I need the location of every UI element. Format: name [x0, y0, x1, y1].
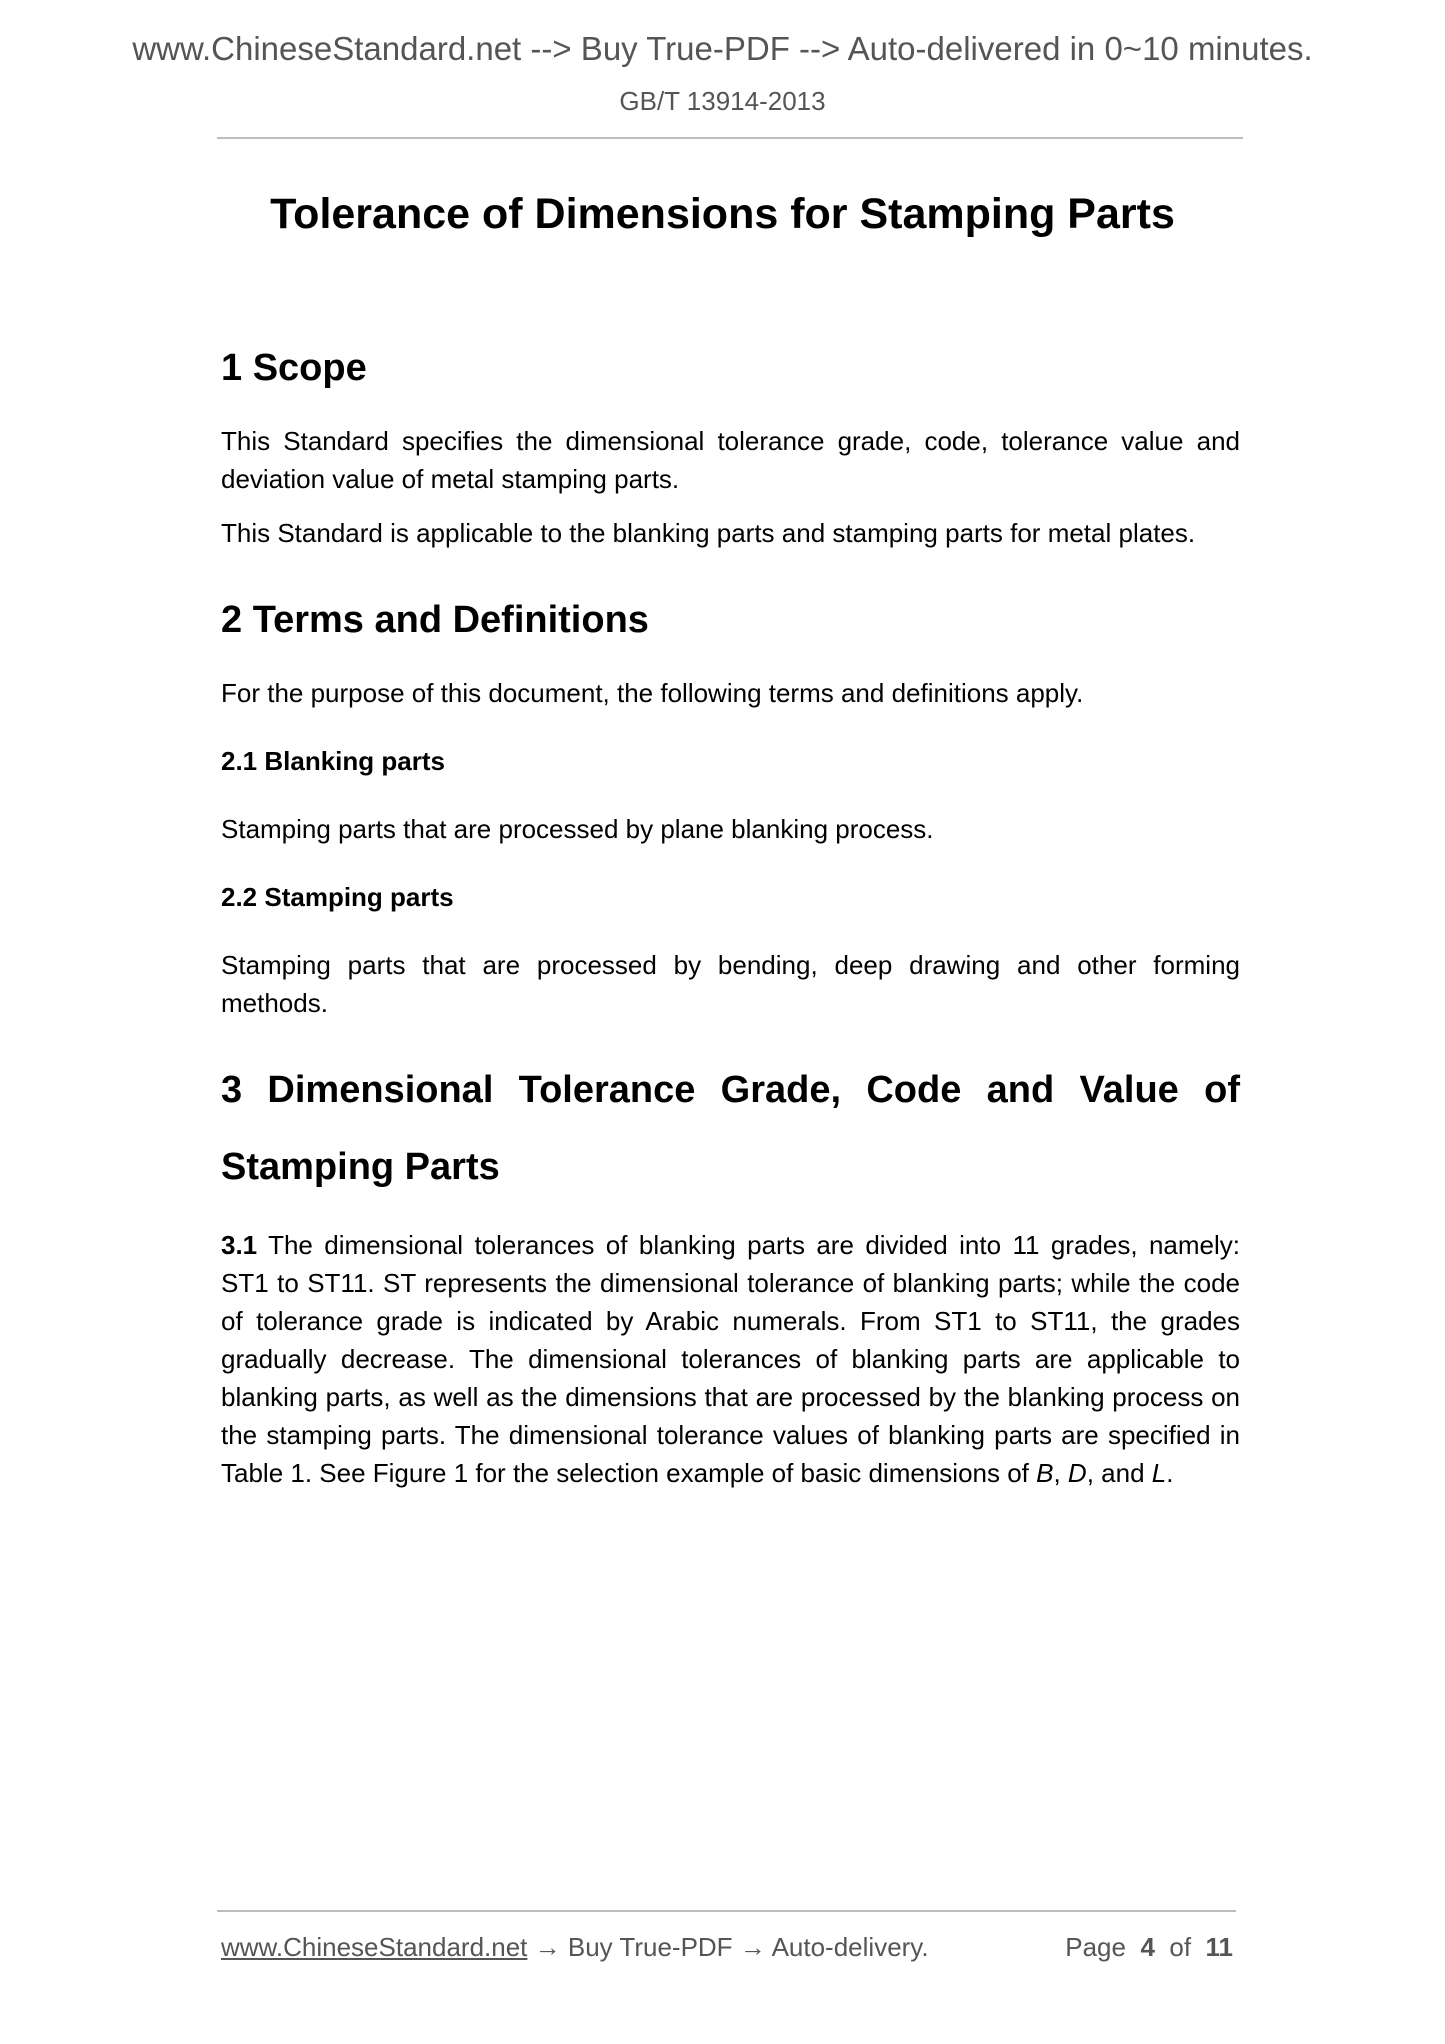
term-2-1-heading: 2.1 Blanking parts — [221, 746, 445, 776]
clause-end: . — [1166, 1458, 1174, 1488]
separator-2: , and — [1086, 1458, 1152, 1488]
header-banner: www.ChineseStandard.net --> Buy True-PDF --> Auto-delivered in 0~10 minutes. — [132, 30, 1313, 67]
page-total: 11 — [1205, 1932, 1233, 1962]
footer-link-rest: → Buy True-PDF → Auto-delivery. — [527, 1932, 929, 1962]
footer-site-link[interactable]: www.ChineseStandard.net — [221, 1932, 528, 1962]
page-footer — [221, 1932, 1233, 1963]
clause-3-1 — [221, 1226, 1240, 1492]
document-title: Tolerance of Dimensions for Stamping Parts — [270, 190, 1175, 238]
footer-divider — [217, 1910, 1236, 1912]
page-indicator — [1065, 1932, 1233, 1963]
page-word: Page — [1065, 1932, 1126, 1962]
section-1-heading: 1 Scope — [221, 347, 367, 389]
clause-3-1-number: 3.1 — [221, 1230, 258, 1260]
header-divider — [217, 137, 1243, 139]
section-3-heading-line-2: Stamping Parts — [221, 1146, 500, 1188]
term-2-1-definition: Stamping parts that are processed by plane blanking process. — [221, 814, 934, 844]
term-2-2-definition: Stamping parts that are processed by bending, deep drawing and other forming methods. — [221, 950, 1240, 1018]
separator-1: , — [1053, 1458, 1068, 1488]
section-3-heading-line-1: 3 Dimensional Tolerance Grade, Code and Value of — [221, 1069, 1240, 1111]
term-2-2-heading: 2.2 Stamping parts — [221, 882, 454, 912]
section-2-heading: 2 Terms and Definitions — [221, 599, 649, 641]
standard-code: GB/T 13914-2013 — [619, 86, 826, 116]
of-word: of — [1169, 1932, 1192, 1962]
section-2-intro: For the purpose of this document, the following terms and definitions apply. — [221, 678, 1084, 708]
section-1-paragraph-2: This Standard is applicable to the blanking parts and stamping parts for metal plates. — [221, 518, 1196, 548]
section-1-paragraph-1: This Standard specifies the dimensional tolerance grade, code, tolerance value and deviation value of metal stamping parts. — [221, 426, 1240, 494]
document-body — [221, 340, 1240, 1492]
clause-3-1-text: The dimensional tolerances of blanking parts are divided into 11 grades, namely: ST1 to ST11. ST represents the dimensional tolerance of blanking parts; while the code of tolerance grade is indicated by Arabic numerals. From ST1 to ST11, the grades gradually decrease. The dimensional tolerances of blanking parts are applicable to blanking parts, as well as the dimensions that are processed by the blanking process on the stamping parts. The dimensional tolerance values of blanking parts are specified in Table 1. See Figure 1 for the selection example of basic dimensions of — [221, 1230, 1240, 1488]
page-number: 4 — [1140, 1932, 1155, 1962]
footer-left — [221, 1932, 929, 1962]
dimension-d: D — [1067, 1458, 1087, 1488]
dimension-l: L — [1151, 1458, 1167, 1488]
dimension-b: B — [1036, 1458, 1054, 1488]
